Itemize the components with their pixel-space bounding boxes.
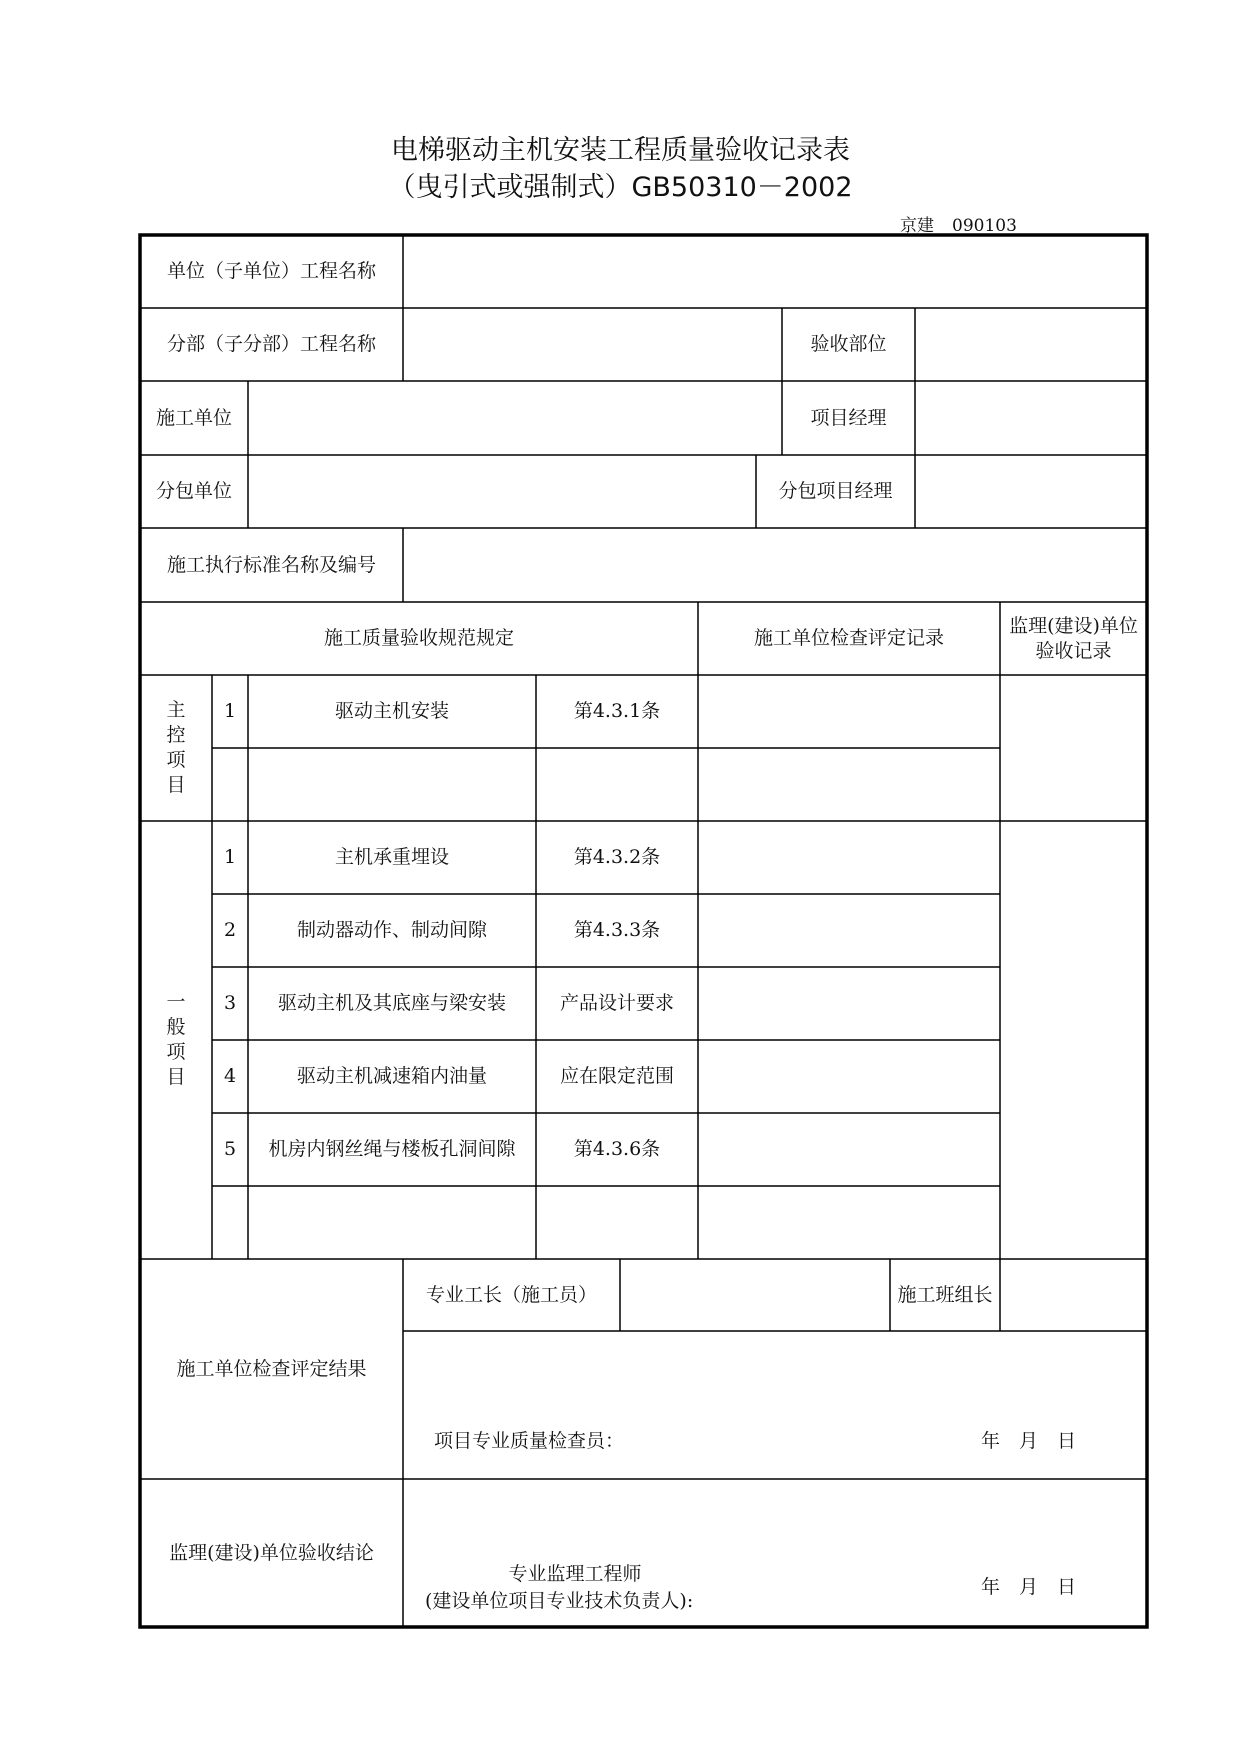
check-record-column-header: 施工单位检查评定记录	[753, 627, 944, 649]
main-item-check-field[interactable]	[698, 675, 1000, 748]
foreman-field[interactable]	[620, 1259, 890, 1331]
general-item-clause: 应在限定范围	[559, 1065, 674, 1087]
subproject-name-label: 分部（子分部）工程名称	[166, 333, 376, 355]
general-item-clause: 第4.3.2条	[573, 846, 661, 868]
document-title: 电梯驱动主机安装工程质量验收记录表	[391, 135, 850, 166]
acceptance-part-field[interactable]	[915, 308, 1147, 381]
document-subtitle: （曳引式或强制式）GB50310－2002	[388, 172, 853, 203]
general-items-label-char: 一	[166, 991, 186, 1013]
main-items-label-char: 控	[166, 724, 186, 746]
supervision-record-header-line2: 验收记录	[1035, 639, 1112, 662]
main-item-clause: 第4.3.1条	[573, 700, 661, 722]
conclusion-date: 年 月 日	[981, 1575, 1077, 1598]
spec-column-header: 施工质量验收规范规定	[323, 627, 514, 649]
subcontractor-label: 分包单位	[155, 480, 232, 502]
supervision-record-header-line1: 监理(建设)单位	[1009, 614, 1138, 637]
main-item-number: 1	[223, 700, 237, 722]
team-leader-label: 施工班组长	[897, 1283, 993, 1306]
general-item-clause: 第4.3.6条	[573, 1138, 661, 1160]
general-item-name: 驱动主机及其底座与梁安装	[277, 992, 506, 1014]
general-item-number: 3	[223, 992, 237, 1014]
general-items-group-label	[140, 821, 212, 1259]
general-item-name: 主机承重埋设	[334, 846, 449, 868]
project-manager-label: 项目经理	[810, 406, 887, 429]
project-name-label: 单位（子单位）工程名称	[166, 260, 376, 282]
general-item-name: 制动器动作、制动间隙	[296, 919, 487, 941]
project-manager-field[interactable]	[915, 381, 1147, 455]
main-items-label-char: 主	[166, 699, 186, 721]
general-item-number: 1	[223, 846, 237, 868]
project-name-field[interactable]	[403, 235, 1147, 308]
general-item-number: 5	[223, 1138, 237, 1160]
general-item-number: 4	[223, 1065, 237, 1087]
main-items-label-char: 目	[166, 774, 186, 796]
supervision-record-column-header	[1000, 602, 1147, 675]
doc-code-prefix: 京建	[900, 216, 934, 236]
team-leader-field[interactable]	[1000, 1259, 1147, 1331]
general-item-name: 机房内钢丝绳与楼板孔洞间隙	[268, 1138, 516, 1160]
check-result-label: 施工单位检查评定结果	[176, 1357, 367, 1380]
general-item-name: 驱动主机减速箱内油量	[296, 1065, 487, 1087]
general-items-label-char: 般	[166, 1016, 186, 1038]
general-items-supervision-field[interactable]	[1000, 821, 1147, 1259]
quality-inspector-label: 项目专业质量检查员：	[434, 1429, 625, 1452]
contractor-field[interactable]	[248, 381, 782, 455]
check-result-date: 年 月 日	[981, 1429, 1077, 1452]
main-item-name: 驱动主机安装	[334, 700, 449, 722]
foreman-label: 专业工长（施工员）	[425, 1283, 597, 1306]
sub-project-manager-field[interactable]	[915, 455, 1147, 528]
sub-project-manager-label: 分包项目经理	[778, 480, 893, 502]
general-items-label-char: 目	[166, 1066, 186, 1088]
construction-tech-lead-label: (建设单位项目专业技术负责人):	[425, 1589, 694, 1612]
acceptance-part-label: 验收部位	[810, 333, 887, 355]
supervision-conclusion-label: 监理(建设)单位验收结论	[169, 1541, 374, 1564]
standard-field[interactable]	[403, 528, 1147, 602]
main-items-group-label	[140, 675, 212, 821]
general-item-clause: 第4.3.3条	[573, 919, 661, 941]
supervision-engineer-label: 专业监理工程师	[508, 1562, 642, 1585]
subcontractor-field[interactable]	[248, 455, 756, 528]
standard-label: 施工执行标准名称及编号	[166, 553, 376, 576]
general-item-clause: 产品设计要求	[559, 992, 674, 1014]
contractor-label: 施工单位	[155, 406, 232, 429]
main-items-label-char: 项	[166, 749, 186, 771]
general-item-number: 2	[223, 919, 237, 941]
subproject-name-field[interactable]	[403, 308, 782, 381]
main-items-supervision-field[interactable]	[1000, 675, 1147, 821]
general-items-label-char: 项	[166, 1041, 186, 1063]
doc-code-number: 090103	[952, 216, 1017, 236]
